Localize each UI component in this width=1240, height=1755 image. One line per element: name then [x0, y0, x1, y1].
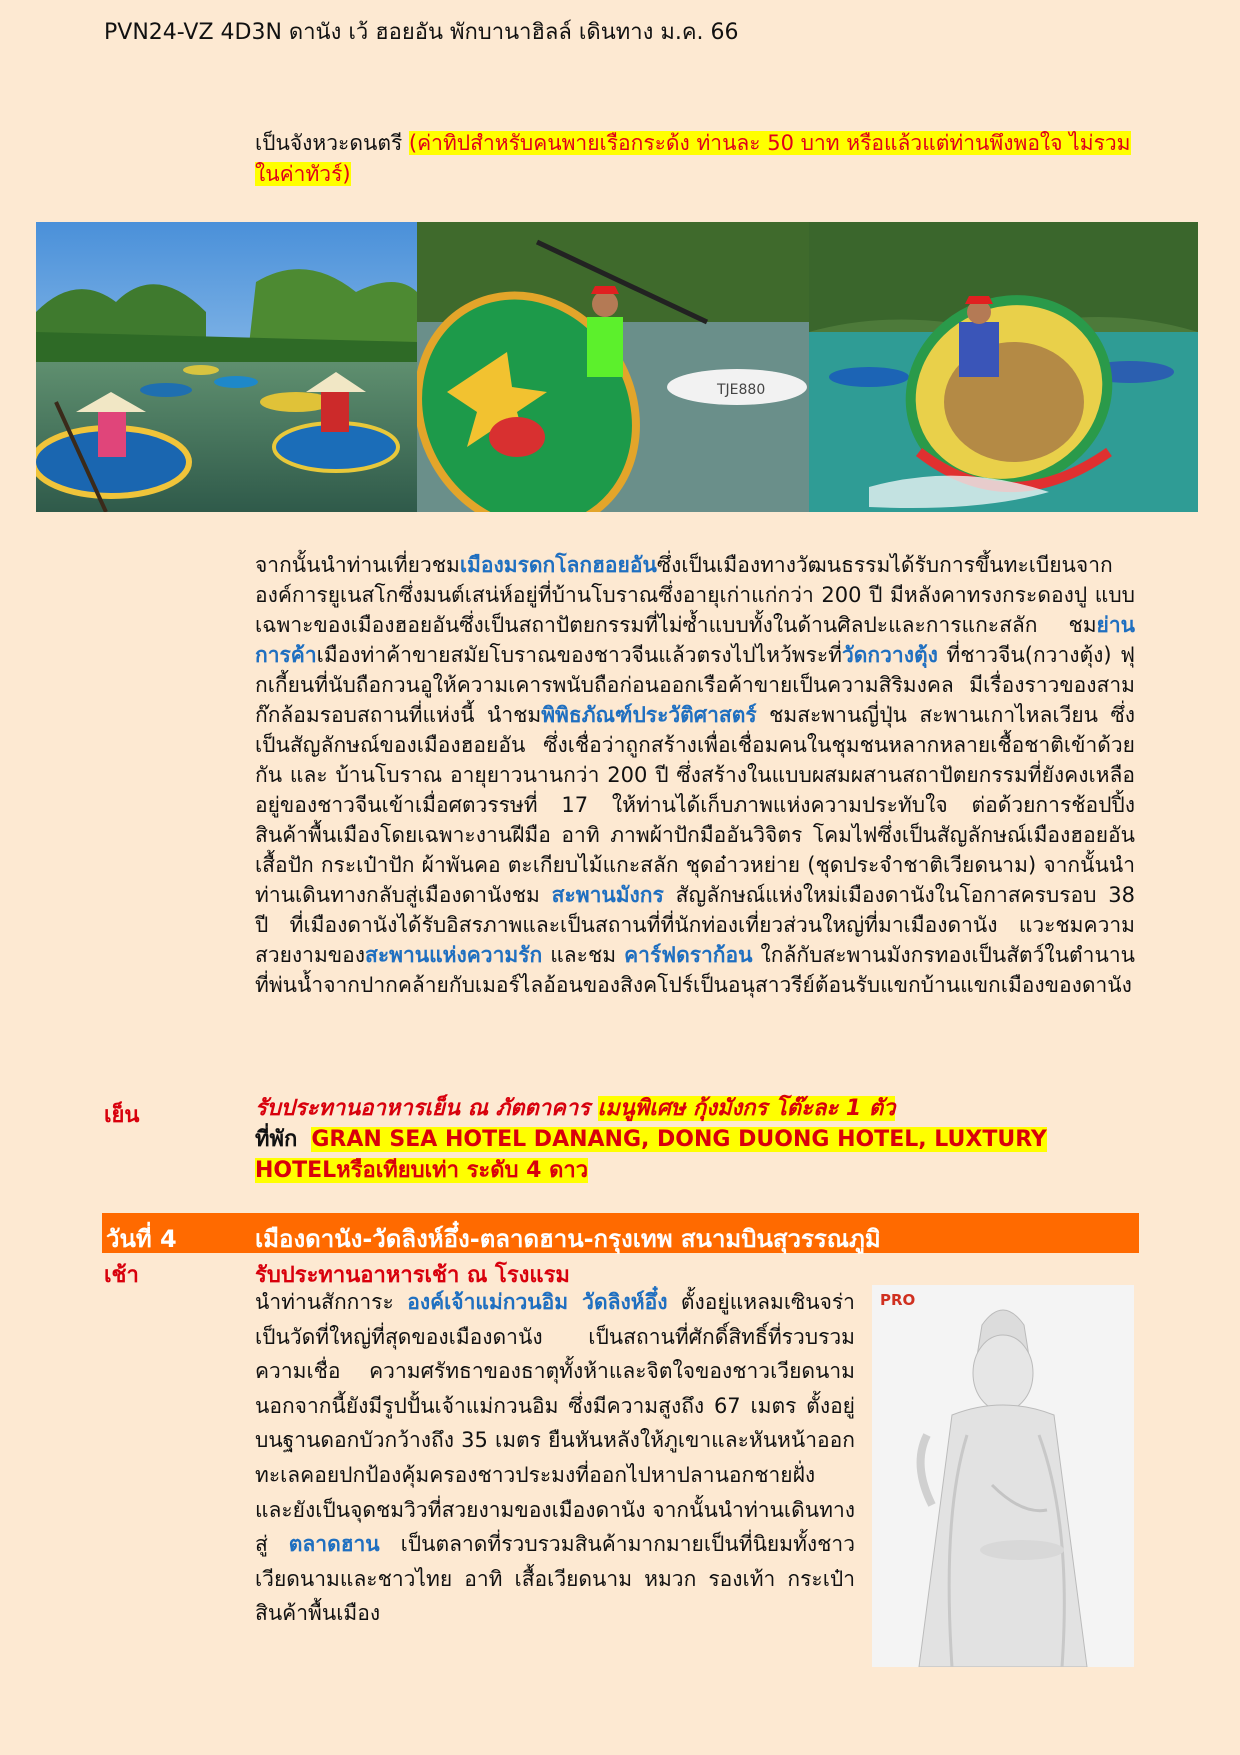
day4-title: เมืองดานัง-วัดลิงห์อึ๋ง-ตลาดฮาน-กรุงเทพ สนามบินสุวรรณภูมิ: [255, 1225, 881, 1253]
body-text-1: จากนั้นนำท่านเที่ยวชม: [255, 553, 460, 577]
highlight-hoian-heritage: เมืองมรดกโลกฮอยอัน: [459, 553, 657, 577]
highlight-trade-district: ย่านการค้า: [255, 613, 1135, 667]
intro-paragraph: [255, 128, 1135, 190]
body-text-4: ที่ชาวจีน(กวางตุ้ง) ฟุกเกี้ยนที่นับถือกวนอูให้ความเคารพนับถือก่อนออกเรือค้าขายเป็นความสิริมงคล มีเรื่องราวของสามก๊กล้อมรอบสถานที่แห่งนี้ นำชม: [255, 643, 1135, 727]
day4-label: วันที่ 4: [106, 1225, 177, 1253]
body-text-8: ใกล้กับสะพานมังกรทองเป็นสัตว์ในตำนานที่พ่นน้ำจากปากคล้ายกับเมอร์ไลอ้อนของสิงคโปร์เป็นอนุสาวรีย์ต้อนรับแขกบ้านแขกเมืองของดานัง: [255, 943, 1135, 997]
dinner-and-hotel: [255, 1093, 1135, 1186]
day4-text-1: นำท่านสักการะ: [255, 1290, 408, 1314]
dinner-special-menu: เมนูพิเศษ กุ้งมังกร โต๊ะละ 1 ตัว: [597, 1096, 896, 1121]
morning-label: เช้า: [104, 1263, 139, 1288]
document-header: PVN24-VZ 4D3N ดานัง เว้ ฮอยอัน พักบานาฮิลล์ เดินทาง ม.ค. 66: [104, 20, 739, 45]
body-text-6: สัญลักษณ์แห่งใหม่เมืองดานังในโอกาสครบรอบ 38 ปี ที่เมืองดานังได้รับอิสรภาพและเป็นสถานที่ที่นักท่องเที่ยวส่วนใหญ่ที่มาเมืองดานัง แวะชมความสวยงามของ: [255, 883, 1135, 967]
basket-boat-photo-3: [809, 222, 1198, 512]
highlight-love-bridge: สะพานแห่งความรัก: [365, 943, 543, 967]
basket-boat-photo-strip: [36, 222, 1198, 512]
highlight-history-museum: พิพิธภัณฑ์ประวัติศาสตร์: [541, 703, 757, 727]
highlight-cantonese-temple: วัดกวางตุ้ง: [842, 643, 938, 667]
svg-text:TJE880: TJE880: [717, 382, 766, 398]
body-text-3: เมืองท่าค้าขายสมัยโบราณของชาวจีนแล้วตรงไปไหว้พระที่: [316, 643, 842, 667]
day4-text-2: ตั้งอยู่แหลมเซินจร่า เป็นวัดที่ใหญ่ที่สุดของเมืองดานัง เป็นสถานที่ศักดิ์สิทธิ์ที่รวบรวมความเชื่อ ความศรัทธาของธาตุทั้งห้าและจิตใจของชาวเวียดนาม นอกจากนี้ยังมีรูปปั้นเจ้าแม่กวนอิม ซึ่งมีความสูงถึง 67 เมตร ตั้งอยู่บนฐานดอกบัวกว้างถึง 35 เมตร ยืนหันหลังให้ภูเขาและหันหน้าออกทะเลคอยปกป้องคุ้มครองชาวประมงที่ออกไปหาปลานอกชายฝั่ง และยังเป็นจุดชมวิวที่สวยงามของเมืองดานัง จากนั้นนำท่านเดินทางสู่: [255, 1290, 855, 1557]
intro-text: เป็นจังหวะดนตรี: [255, 131, 409, 155]
highlight-lady-buddha: องค์เจ้าแม่กวนอิม วัดลิงห์อึ๋ง: [407, 1290, 668, 1314]
body-text-7: และชม: [542, 943, 625, 967]
day3-hoian-description: [255, 550, 1135, 1000]
body-text-5: ชมสะพานญี่ปุ่น สะพานเกาไหลเวียน ซึ่งเป็นสัญลักษณ์ของเมืองฮอยอัน ซึ่งเชื่อว่าถูกสร้างเพื่อเชื่อมคนในชุมชนหลากหลายเชื้อชาติเข้าด้วยกัน และ บ้านโบราณ อายุยาวนานกว่า 200 ปี ซึ่งสร้างในแบบผสมผสานสถาปัตยกรรมที่ยังคงเหลืออยู่ของชาวจีนเข้าเมื่อศตวรรษที่ 17 ให้ท่านได้เก็บภาพแห่งความประทับใจ ต่อด้วยการช้อปปิ้งสินค้าพื้นเมืองโดยเฉพาะงานฝีมือ อาทิ ภาพผ้าปักมืออันวิจิตร โคมไฟซึ่งเป็นสัญลักษณ์เมืองฮอยอัน เสื้อปัก กระเป๋าปัก ผ้าพันคอ ตะเกียบไม้แกะสลัก ชุดอ๋าวหย่าย (ชุดประจำชาติเวียดนาม) จากนั้นนำท่านเดินทางกลับสู่เมืองดานังชม: [255, 703, 1135, 907]
basket-boat-photo-2: [417, 222, 809, 512]
day4-header-bar: [102, 1213, 1139, 1253]
dinner-meal: รับประทานอาหารเย็น ณ ภัตตาคาร: [255, 1096, 598, 1121]
dinner-label: เย็น: [104, 1103, 140, 1128]
basket-boat-photo-1: [36, 222, 417, 512]
statue-logo: PRO: [880, 1291, 916, 1309]
highlight-dragon-bridge: สะพานมังกร: [551, 883, 664, 907]
hotel-label: ที่พัก: [255, 1127, 298, 1152]
tip-note: (ค่าทิปสำหรับคนพายเรือกระด้ง ท่านละ 50 บาท หรือแล้วแต่ท่านพึงพอใจ ไม่รวมในค่าทัวร์): [255, 131, 1131, 186]
hotel-suffix: หรือเทียบเท่า ระดับ 4 ดาว: [336, 1158, 589, 1183]
hotel-names: GRAN SEA HOTEL DANANG, DONG DUONG HOTEL, LUXTURY HOTEL: [255, 1127, 1047, 1183]
lady-buddha-statue-photo: [872, 1285, 1134, 1667]
highlight-han-market: ตลาดฮาน: [288, 1532, 380, 1557]
body-text-2: ซึ่งเป็นเมืองทางวัฒนธรรมได้รับการขึ้นทะเบียนจากองค์การยูเนสโกซึ่งมนต์เสน่ห์อยู่ที่บ้านโบราณซึ่งอายุเก่าแก่กว่า 200 ปี มีหลังคาทรงกระดองปู แบบเฉพาะของเมืองฮอยอันซึ่งเป็นสถาปัตยกรรมที่ไม่ซ้ำแบบทั้งในด้านศิลปะและการแกะสลัก ชม: [255, 553, 1135, 637]
day4-description: [255, 1285, 855, 1631]
breakfast-note: รับประทานอาหารเช้า ณ โรงแรม: [255, 1263, 570, 1288]
highlight-carp-dragon: คาร์ฟดราก้อน: [624, 943, 753, 967]
day4-text-3: เป็นตลาดที่รวบรวมสินค้ามากมายเป็นที่นิยมทั้งชาวเวียดนามและชาวไทย อาทิ เสื้อเวียดนาม หมวก รองเท้า กระเป๋า สินค้าพื้นเมือง: [255, 1532, 856, 1626]
